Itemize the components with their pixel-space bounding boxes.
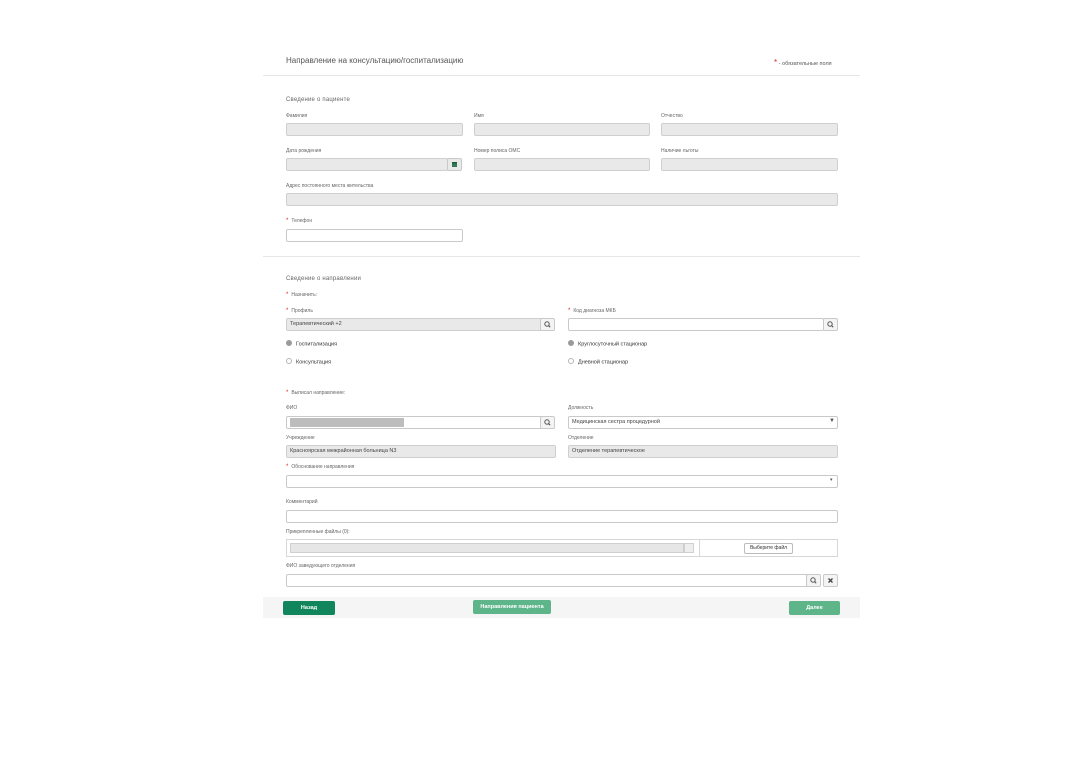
head-fio-label: ФИО заведующего отделения — [286, 563, 356, 569]
radio-day[interactable]: Дневной стационар — [568, 359, 628, 365]
reason-select[interactable] — [286, 475, 838, 488]
birth-date-field[interactable] — [286, 158, 448, 171]
back-button[interactable]: Назад — [283, 601, 335, 615]
address-label: Адрес постоянного места жительства — [286, 183, 374, 189]
benefit-label: Наличие льготы — [661, 148, 699, 154]
required-star: * — [286, 308, 289, 314]
choose-file-button[interactable]: Выберите файл — [744, 543, 793, 554]
patient-referrals-button[interactable]: Направления пациента — [473, 600, 551, 614]
form-footer — [263, 597, 860, 618]
mkb-label: * Код диагноза МКБ — [568, 308, 616, 314]
last-name-field[interactable] — [286, 123, 463, 136]
header-divider — [263, 75, 860, 76]
fio-search-button[interactable] — [540, 416, 555, 429]
search-icon — [807, 575, 820, 586]
phone-label: * Телефон — [286, 218, 313, 224]
first-name-label: Имя — [474, 113, 484, 119]
address-field[interactable] — [286, 193, 838, 206]
radio-dot — [286, 340, 292, 346]
referral-form — [263, 46, 860, 618]
profile-field[interactable]: Терапевтический +2 — [286, 318, 549, 331]
chevron-down-icon[interactable]: ▾ — [830, 477, 833, 483]
fio-redacted — [290, 418, 404, 427]
referral-section-title: Сведение о направлении — [286, 276, 362, 282]
required-star: * — [774, 58, 778, 67]
radio-round-clock[interactable]: Круглосуточный стационар — [568, 341, 647, 347]
oms-label: Номер полиса ОМС — [474, 148, 521, 154]
first-name-field[interactable] — [474, 123, 650, 136]
section-divider — [263, 256, 860, 257]
issued-by-label: * Выписал направление: — [286, 390, 346, 396]
comment-label: Комментарий — [286, 499, 318, 505]
mkb-search-button[interactable] — [823, 318, 838, 331]
patient-section-title: Сведение о пациенте — [286, 97, 351, 103]
files-list-area — [290, 543, 684, 553]
middle-name-field[interactable] — [661, 123, 838, 136]
position-label: Должность — [568, 405, 594, 411]
required-star: * — [286, 218, 289, 224]
file-chooser-box — [699, 539, 838, 557]
files-list — [286, 539, 700, 557]
head-fio-search-button[interactable] — [806, 574, 821, 587]
close-icon — [824, 575, 837, 586]
search-icon — [824, 319, 837, 330]
head-fio-field[interactable] — [286, 574, 812, 587]
comment-field[interactable] — [286, 510, 838, 523]
middle-name-label: Отчество — [661, 113, 683, 119]
benefit-field[interactable] — [661, 158, 838, 171]
files-label: Прикрепленные файлы (0): — [286, 529, 350, 535]
calendar-button[interactable] — [447, 158, 462, 171]
files-scrollbar[interactable] — [684, 543, 694, 553]
search-icon — [541, 319, 554, 330]
radio-dot — [568, 358, 574, 364]
profile-search-button[interactable] — [540, 318, 555, 331]
dropdown-arrow-icon[interactable]: ▼ — [829, 418, 835, 424]
department-label: Отделение — [568, 435, 594, 441]
search-icon — [541, 417, 554, 428]
last-name-label: Фамилия — [286, 113, 308, 119]
next-button[interactable]: Далее — [789, 601, 840, 615]
head-fio-clear-button[interactable] — [823, 574, 838, 587]
required-star: * — [568, 308, 571, 314]
mkb-field[interactable] — [568, 318, 824, 331]
required-note — [774, 58, 832, 67]
reason-label: * Обоснование направления — [286, 464, 355, 470]
position-select[interactable]: Медицинская сестра процедурной — [568, 416, 838, 429]
required-note-text: - обязательные поля — [777, 61, 832, 67]
radio-dot — [286, 358, 292, 364]
radio-hospitalization[interactable]: Госпитализация — [286, 341, 337, 347]
institution-field[interactable]: Красноярская межрайонная больница N3 — [286, 445, 556, 458]
required-star: * — [286, 292, 289, 298]
calendar-icon — [448, 159, 461, 170]
fio-field[interactable] — [286, 416, 549, 429]
required-star: * — [286, 464, 289, 470]
institution-label: Учреждение — [286, 435, 315, 441]
page-title: Направление на консультацию/госпитализацию — [286, 56, 464, 65]
birth-date-label: Дата рождения — [286, 148, 322, 154]
phone-field[interactable] — [286, 229, 463, 242]
assign-label: * Назначить: — [286, 292, 318, 298]
required-star: * — [286, 390, 289, 396]
fio-label: ФИО — [286, 405, 298, 411]
profile-label: * Профиль — [286, 308, 313, 314]
oms-field[interactable] — [474, 158, 650, 171]
department-field[interactable]: Отделение терапевтическое — [568, 445, 838, 458]
radio-consultation[interactable]: Консультация — [286, 359, 331, 365]
radio-dot — [568, 340, 574, 346]
